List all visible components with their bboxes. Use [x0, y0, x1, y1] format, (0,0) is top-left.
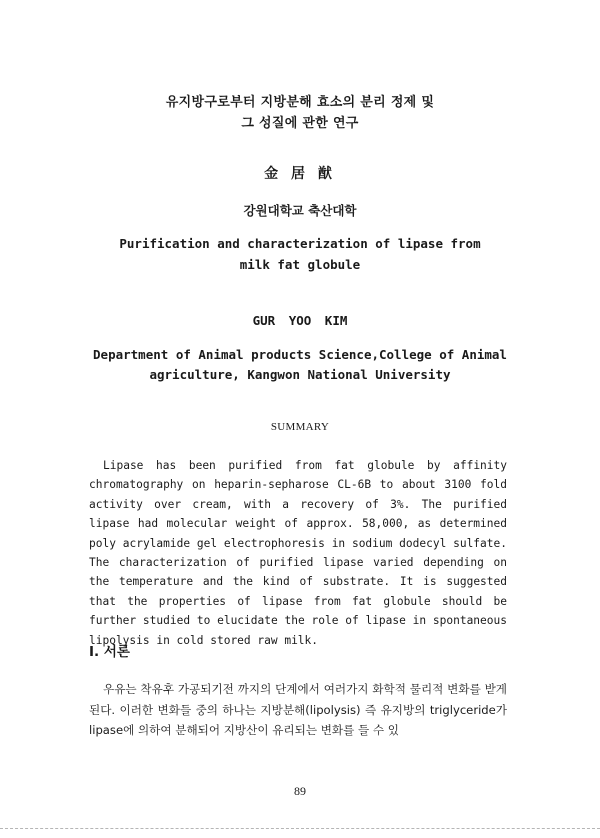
affiliation-english-line-2: agriculture, Kangwon National University	[149, 367, 451, 382]
affiliation-english-line-1: Department of Animal products Science,College of Animal	[93, 347, 507, 362]
introduction-text: 우유는 착유후 가공되기전 까지의 단계에서 여러가지 화학적 물리적 변화를 받게 된다. 이러한 변화들 중의 하나는 지방분해(lipolysis) 즉 유지방의 triglyceride가 lipase에 의하여 분해되어 지방산이 유리되는 변화를 들 수 있	[89, 682, 507, 737]
affiliation-korean: 강원대학교 축산대학	[243, 203, 357, 218]
korean-title-line-1: 유지방구로부터 지방분해 효소의 분리 정제 및	[165, 95, 435, 110]
scan-bottom-edge	[0, 828, 600, 829]
author-name-korean: 金 居 猷	[264, 166, 336, 182]
introduction-paragraph	[89, 679, 507, 741]
section-heading-introduction: I. 서론	[89, 644, 130, 660]
english-title-line-2: milk fat globule	[239, 257, 361, 272]
summary-paragraph	[89, 456, 507, 650]
summary-heading: SUMMARY	[270, 421, 330, 433]
english-title-line-1: Purification and characterization of lipase from	[119, 236, 481, 251]
author-name-english: GUR YOO KIM	[252, 313, 348, 328]
page-number: 89	[294, 784, 306, 798]
korean-title-line-2: 그 성질에 관한 연구	[241, 116, 359, 131]
summary-text: Lipase has been purified from fat globule by affinity chromatography on heparin-sepharose CL-6B to about 3100 fold activity over cream, with a recovery of 3%. The purified lipase had molecular weight of approx. 58,000, as determined poly acrylamide gel electrophoresis in sodium dodecyl sulfate. The characterization of purified lipase varied depending on the temperature and the kind of substrate. It is suggested that the properties of lipase from fat globule should be further studied to elucidate the role of lipase in spontaneous lipolysis in cold stored raw milk.	[89, 459, 507, 647]
